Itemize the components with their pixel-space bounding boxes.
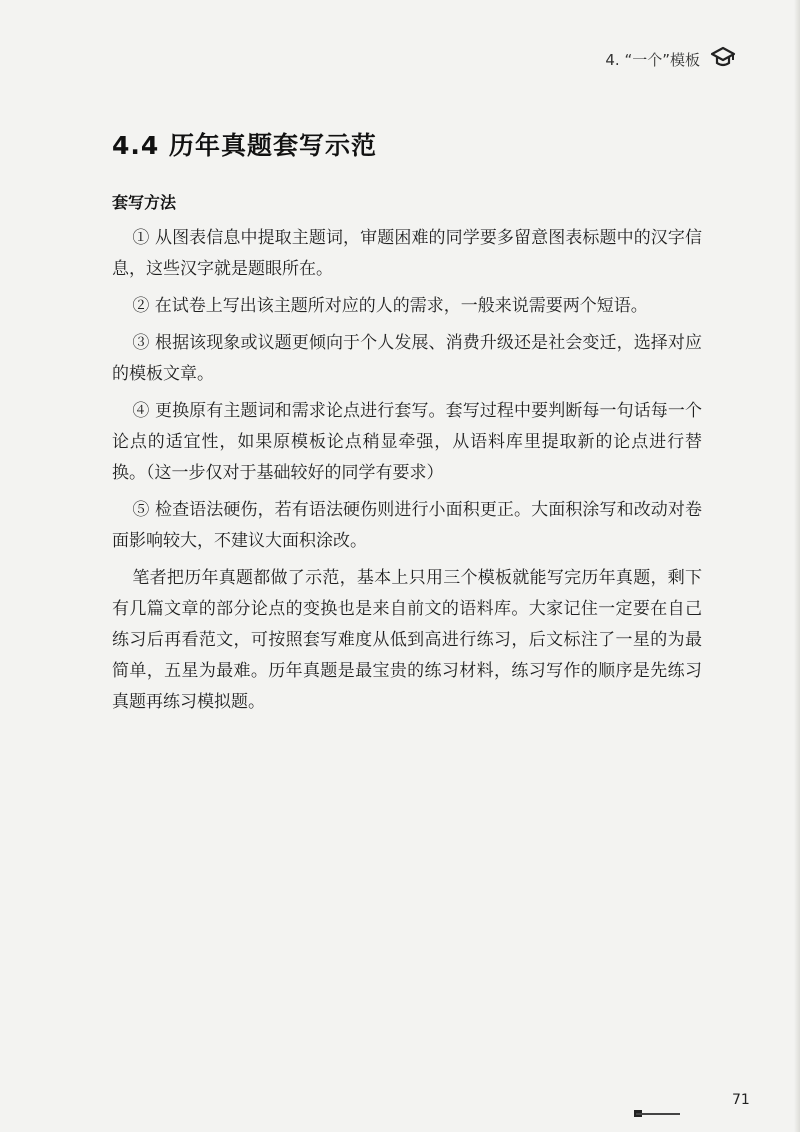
chapter-label: 4. “一个”模板 (605, 50, 700, 69)
step-5-paragraph: ⑤ 检查语法硬伤，若有语法硬伤则进行小面积更正。大面积涂写和改动对卷面影响较大，不建议大面积涂改。 (112, 500, 702, 551)
running-header (605, 44, 736, 74)
section-body (112, 190, 702, 724)
page-number: 71 (732, 1092, 750, 1108)
step-1-paragraph: ① 从图表信息中提取主题词，审题困难的同学要多留意图表标题中的汉字信息，这些汉字就是题眼所在。 (112, 228, 702, 279)
section-title: 4.4 历年真题套写示范 (112, 131, 377, 160)
subheading-method: 套写方法 (112, 193, 177, 212)
summary-paragraph: 笔者把历年真题都做了示范，基本上只用三个模板就能写完历年真题，剩下有几篇文章的部分论点的变换也是来自前文的语料库。大家记住一定要在自己练习后再看范文，可按照套写难度从低到高进行练习，后文标注了一星的为最简单，五星为最难。历年真题是最宝贵的练习材料，练习写作的顺序是先练习真题再练习模拟题。 (112, 568, 702, 712)
footer-rule (636, 1113, 680, 1115)
step-4-paragraph: ④ 更换原有主题词和需求论点进行套写。套写过程中要判断每一句话每一个论点的适宜性，如果原模板论点稍显牵强，从语料库里提取新的论点进行替换。（这一步仅对于基础较好的同学有要求） (112, 401, 702, 483)
page-edge-shadow (794, 0, 800, 1132)
graduation-cap-icon (710, 44, 736, 74)
step-3-paragraph: ③ 根据该现象或议题更倾向于个人发展、消费升级还是社会变迁，选择对应的模板文章。 (112, 333, 702, 384)
step-2-paragraph: ② 在试卷上写出该主题所对应的人的需求，一般来说需要两个短语。 (132, 296, 648, 316)
